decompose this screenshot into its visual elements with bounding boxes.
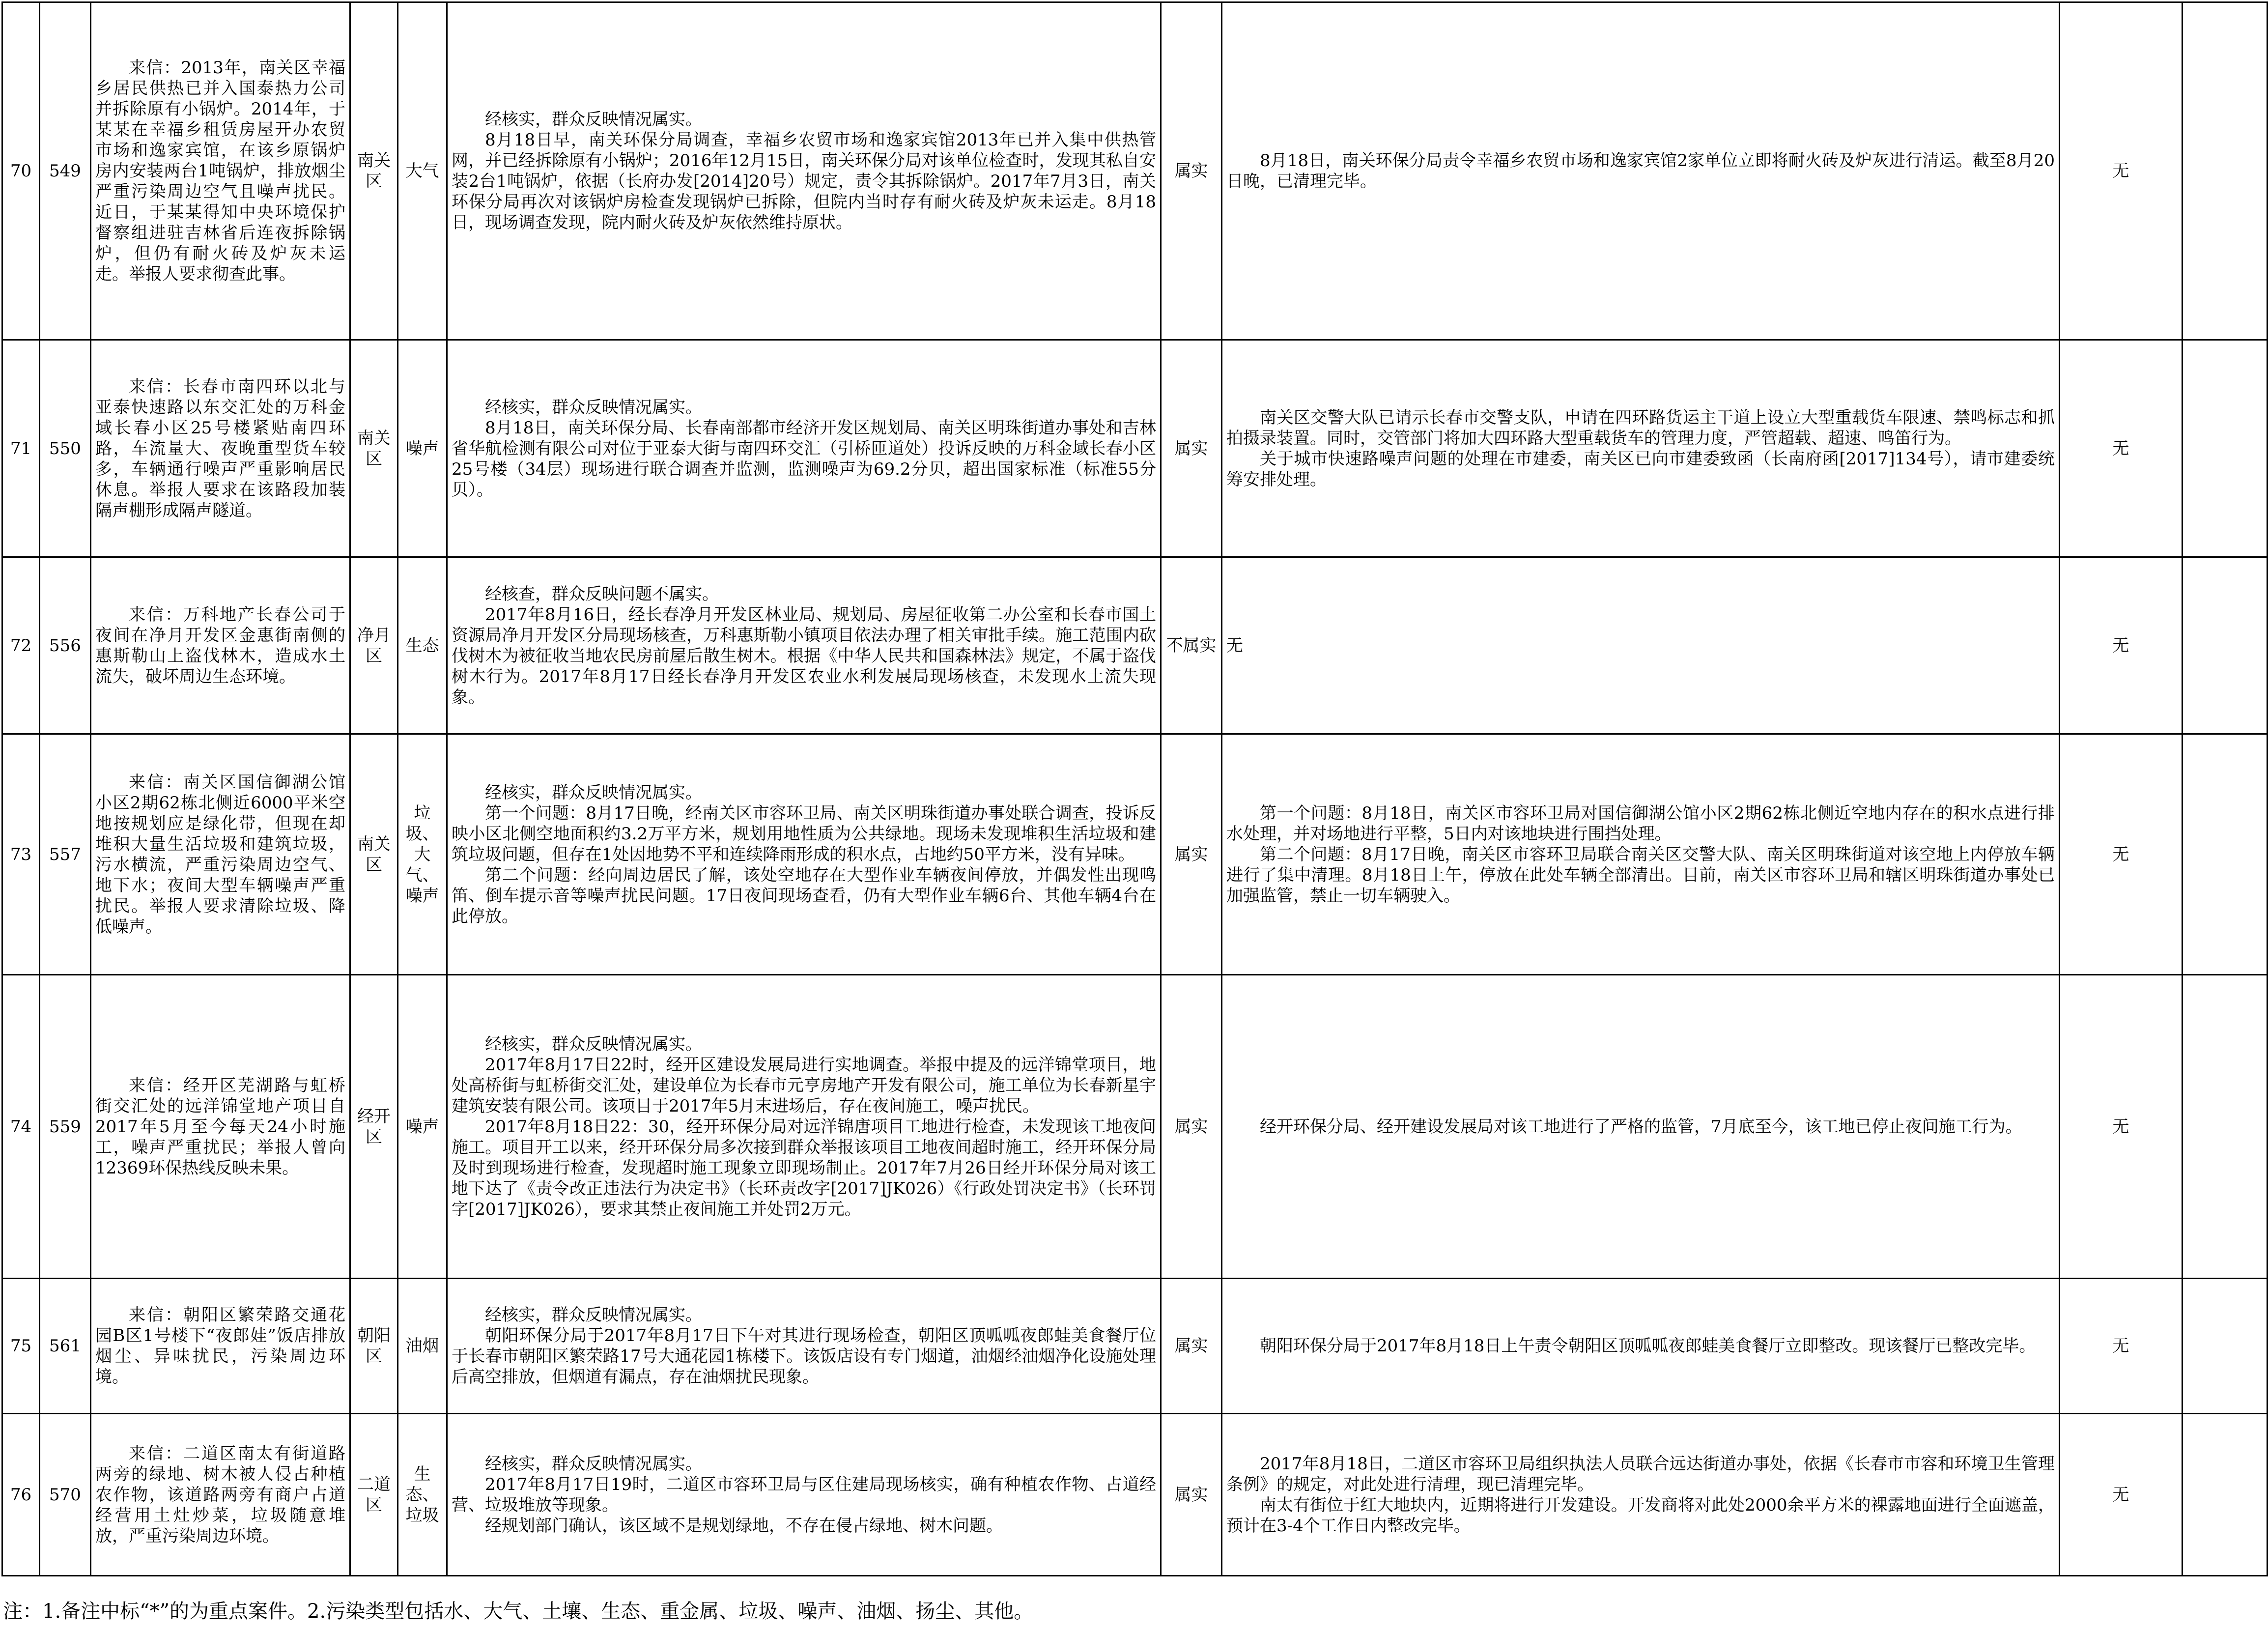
seq-cell: 71 xyxy=(2,340,40,557)
investigation-cell-paragraph: 8月18日早，南关环保分局调查，幸福乡农贸市场和逸家宾馆2013年已并入集中供热管网，并已经拆除原有小锅炉；2016年12月15日，南关环保分局对该单位检查时，发现其私自安装2台1吨锅炉，依据（长府办发[2014]20号）规定，责令其拆除锅炉。2017年7月3日，南关环保分局再次对该锅炉房检查发现锅炉已拆除，但院内当时存有耐火砖及炉灰未运走。8月18日，现场调查发现，院内耐火砖及炉灰依然维持原状。 xyxy=(452,130,1156,232)
case-no-cell: 549 xyxy=(40,2,91,340)
complaint-text: 来信：2013年，南关区幸福乡居民供热已并入国泰热力公司并拆除原有小锅炉。2014年，于某某在幸福乡租赁房屋开办农贸市场和逸家宾馆，在该乡原锅炉房内安装两台1吨锅炉，排放烟尘严重污染周边空气且噪声扰民。近日，于某某得知中央环境保护督察组进驻吉林省后连夜拆除锅炉，但仍有耐火砖及炉灰未运走。举报人要求彻查此事。 xyxy=(95,58,345,284)
district-cell: 净月区 xyxy=(350,557,398,734)
seq-cell: 74 xyxy=(2,975,40,1279)
handling-cell-paragraph: 第一个问题：8月18日，南关区市容环卫局对国信御湖公馆小区2期62栋北侧近空地内存在的积水点进行排水处理，并对场地进行平整，5日内对该地块进行围挡处理。 xyxy=(1226,803,2055,844)
investigation-cell-paragraph: 2017年8月17日19时，二道区市容环卫局与区住建局现场核实，确有种植农作物、占道经营、垃圾堆放等现象。 xyxy=(452,1474,1156,1515)
verdict-cell: 不属实 xyxy=(1161,557,1222,734)
handling-cell-paragraph: 朝阳环保分局于2017年8月18日上午责令朝阳区顶呱呱夜郎蛙美食餐厅立即整改。现该餐厅已整改完毕。 xyxy=(1260,1336,2036,1356)
handling-cell xyxy=(1222,1279,2060,1414)
accountability-cell: 无 xyxy=(2060,557,2183,734)
investigation-cell-paragraph: 第一个问题：8月17日晚，经南关区市容环卫局、南关区明珠街道办事处联合调查，投诉反映小区北侧空地面积约3.2万平方米，规划用地性质为公共绿地。现场未发现堆积生活垃圾和建筑垃圾问题，但存在1处因地势不平和连续降雨形成的积水点，占地约50平方米，没有异味。 xyxy=(452,803,1156,864)
district-cell: 南关区 xyxy=(350,734,398,975)
investigation-cell xyxy=(447,340,1161,557)
investigation-cell-paragraph: 经核实，群众反映情况属实。 xyxy=(485,110,702,129)
complaint-cell xyxy=(91,1414,350,1576)
accountability-cell: 无 xyxy=(2060,1279,2183,1414)
pollution-type-cell: 垃圾、大气、噪声 xyxy=(398,734,447,975)
investigation-cell-paragraph: 经核实，群众反映情况属实。 xyxy=(485,1454,702,1474)
investigation-cell xyxy=(447,2,1161,340)
complaint-text: 来信：万科地产长春公司于夜间在净月开发区金惠街南侧的惠斯勒山上盗伐林木，造成水土流失，破坏周边生态环境。 xyxy=(95,604,345,687)
case-no-cell: 557 xyxy=(40,734,91,975)
case-no-cell: 561 xyxy=(40,1279,91,1414)
complaint-cell xyxy=(91,1279,350,1414)
table-row xyxy=(2,557,2268,734)
pollution-type-cell: 生态、垃圾 xyxy=(398,1414,447,1576)
handling-cell xyxy=(1222,557,2060,734)
table-row xyxy=(2,734,2268,975)
table-row xyxy=(2,975,2268,1279)
district-cell: 经开区 xyxy=(350,975,398,1279)
handling-cell xyxy=(1222,1414,2060,1576)
verdict-cell: 属实 xyxy=(1161,1414,1222,1576)
seq-cell: 75 xyxy=(2,1279,40,1414)
handling-cell xyxy=(1222,734,2060,975)
complaint-cell xyxy=(91,734,350,975)
remark-cell xyxy=(2183,340,2268,557)
investigation-cell-paragraph: 第二个问题：经向周边居民了解，该处空地存在大型作业车辆夜间停放，并偶发性出现鸣笛、倒车提示音等噪声扰民问题。17日夜间现场查看，仍有大型作业车辆6台、其他车辆4台在此停放。 xyxy=(452,865,1156,926)
investigation-cell-paragraph: 经规划部门确认，该区域不是规划绿地，不存在侵占绿地、树木问题。 xyxy=(485,1516,1003,1536)
investigation-cell-paragraph: 经核实，群众反映情况属实。 xyxy=(485,1305,702,1325)
accountability-cell: 无 xyxy=(2060,2,2183,340)
district-cell: 南关区 xyxy=(350,2,398,340)
case-table xyxy=(1,1,2268,1576)
table-row xyxy=(2,340,2268,557)
remark-cell xyxy=(2183,1414,2268,1576)
remark-cell xyxy=(2183,1279,2268,1414)
complaint-text: 来信：二道区南太有街道路两旁的绿地、树木被人侵占种植农作物，该道路两旁有商户占道经营用土灶炒菜，垃圾随意堆放，严重污染周边环境。 xyxy=(95,1443,345,1546)
handling-cell xyxy=(1222,2,2060,340)
investigation-cell xyxy=(447,975,1161,1279)
investigation-cell-paragraph: 2017年8月17日22时，经开区建设发展局进行实地调查。举报中提及的远洋锦堂项目，地处高桥街与虹桥街交汇处，建设单位为长春市元亨房地产开发有限公司，施工单位为长春新星宇建筑安装有限公司。该项目于2017年5月末进场后，存在夜间施工，噪声扰民。 xyxy=(452,1055,1156,1116)
remark-cell xyxy=(2183,975,2268,1279)
verdict-cell: 属实 xyxy=(1161,734,1222,975)
handling-cell-paragraph: 无 xyxy=(1226,635,1243,656)
pollution-type-cell: 油烟 xyxy=(398,1279,447,1414)
investigation-cell xyxy=(447,1279,1161,1414)
complaint-text: 来信：长春市南四环以北与亚泰快速路以东交汇处的万科金域长春小区25号楼紧贴南四环路，车流量大、夜晚重型货车较多，车辆通行噪声严重影响居民休息。举报人要求在该路段加装隔声棚形成隔声隧道。 xyxy=(95,376,345,520)
district-cell: 南关区 xyxy=(350,340,398,557)
investigation-cell-paragraph: 朝阳环保分局于2017年8月17日下午对其进行现场检查，朝阳区顶呱呱夜郎蛙美食餐厅位于长春市朝阳区繁荣路17号大通花园1栋楼下。该饭店设有专门烟道，油烟经油烟净化设施处理后高空排放，但烟道有漏点，存在油烟扰民现象。 xyxy=(452,1326,1156,1387)
verdict-cell: 属实 xyxy=(1161,340,1222,557)
seq-cell: 72 xyxy=(2,557,40,734)
case-no-cell: 556 xyxy=(40,557,91,734)
investigation-cell-paragraph: 2017年8月16日，经长春净月开发区林业局、规划局、房屋征收第二办公室和长春市国土资源局净月开发区分局现场核查，万科惠斯勒小镇项目依法办理了相关审批手续。施工范围内砍伐树木为被征收当地农民房前屋后散生树木。根据《中华人民共和国森林法》规定，不属于盗伐树木行为。2017年8月17日经长春净月开发区农业水利发展局现场核查，未发现水土流失现象。 xyxy=(452,604,1156,707)
handling-cell-paragraph: 第二个问题：8月17日晚，南关区市容环卫局联合南关区交警大队、南关区明珠街道对该空地上内停放车辆进行了集中清理。8月18日上午，停放在此处车辆全部清出。目前，南关区市容环卫局和辖区明珠街道办事处已加强监管，禁止一切车辆驶入。 xyxy=(1226,844,2055,906)
seq-cell: 76 xyxy=(2,1414,40,1576)
district-cell: 朝阳区 xyxy=(350,1279,398,1414)
handling-cell-paragraph: 南太有街位于红大地块内，近期将进行开发建设。开发商将对此处2000余平方米的裸露地面进行全面遮盖，预计在3-4个工作日内整改完毕。 xyxy=(1226,1495,2055,1536)
accountability-cell: 无 xyxy=(2060,1414,2183,1576)
complaint-text: 来信：朝阳区繁荣路交通花园B区1号楼下“夜郎娃”饭店排放烟尘、异味扰民，污染周边环境。 xyxy=(95,1305,345,1387)
handling-cell-paragraph: 8月18日，南关环保分局责令幸福乡农贸市场和逸家宾馆2家单位立即将耐火砖及炉灰进行清运。截至8月20日晚，已清理完毕。 xyxy=(1226,151,2055,191)
verdict-cell: 属实 xyxy=(1161,1279,1222,1414)
table-row xyxy=(2,1279,2268,1414)
handling-cell xyxy=(1222,340,2060,557)
investigation-cell-paragraph: 经核实，群众反映情况属实。 xyxy=(485,1034,702,1054)
accountability-cell: 无 xyxy=(2060,975,2183,1279)
seq-cell: 70 xyxy=(2,2,40,340)
investigation-cell xyxy=(447,557,1161,734)
handling-cell-paragraph: 经开环保分局、经开建设发展局对该工地进行了严格的监管，7月底至今，该工地已停止夜间施工行为。 xyxy=(1260,1116,2022,1137)
case-no-cell: 550 xyxy=(40,340,91,557)
investigation-cell xyxy=(447,1414,1161,1576)
table-body xyxy=(2,2,2268,1576)
investigation-cell-paragraph: 经核实，群众反映情况属实。 xyxy=(485,782,702,802)
remark-cell xyxy=(2183,557,2268,734)
accountability-cell: 无 xyxy=(2060,340,2183,557)
verdict-cell: 属实 xyxy=(1161,975,1222,1279)
accountability-cell: 无 xyxy=(2060,734,2183,975)
complaint-text: 来信：经开区芜湖路与虹桥街交汇处的远洋锦堂地产项目自2017年5月至今每天24小时施工，噪声严重扰民；举报人曾向12369环保热线反映未果。 xyxy=(95,1075,345,1178)
pollution-type-cell: 噪声 xyxy=(398,340,447,557)
remark-cell xyxy=(2183,2,2268,340)
seq-cell: 73 xyxy=(2,734,40,975)
handling-cell-paragraph: 2017年8月18日，二道区市容环卫局组织执法人员联合远达街道办事处，依据《长春市市容和环境卫生管理条例》的规定，对此处进行清理，现已清理完毕。 xyxy=(1226,1454,2055,1494)
complaint-cell xyxy=(91,340,350,557)
footnote: 注：1.备注中标“*”的为重点案件。2.污染类型包括水、大气、土壤、生态、重金属、垃圾、噪声、油烟、扬尘、其他。 xyxy=(3,1600,1034,1623)
pollution-type-cell: 大气 xyxy=(398,2,447,340)
investigation-cell xyxy=(447,734,1161,975)
verdict-cell: 属实 xyxy=(1161,2,1222,340)
investigation-cell-paragraph: 8月18日，南关环保分局、长春南部都市经济开发区规划局、南关区明珠街道办事处和吉林省华航检测有限公司对位于亚泰大街与南四环交汇（引桥匝道处）投诉反映的万科金域长春小区25号楼（34层）现场进行联合调查并监测，监测噪声为69.2分贝，超出国家标准（标准55分贝）。 xyxy=(452,418,1156,500)
table-row xyxy=(2,2,2268,340)
pollution-type-cell: 噪声 xyxy=(398,975,447,1279)
handling-cell xyxy=(1222,975,2060,1279)
handling-cell-paragraph: 南关区交警大队已请示长春市交警支队，申请在四环路货运主干道上设立大型重载货车限速、禁鸣标志和抓拍摄录装置。同时，交管部门将加大四环路大型重载货车的管理力度，严管超载、超速、鸣笛行为。 xyxy=(1226,407,2055,448)
investigation-cell-paragraph: 经核实，群众反映情况属实。 xyxy=(485,397,702,417)
complaint-cell xyxy=(91,975,350,1279)
investigation-cell-paragraph: 经核查，群众反映问题不属实。 xyxy=(485,584,719,604)
district-cell: 二道区 xyxy=(350,1414,398,1576)
investigation-cell-paragraph: 2017年8月18日22：30，经开环保分局对远洋锦唐项目工地进行检查，未发现该工地夜间施工。项目开工以来，经开环保分局多次接到群众举报该项目工地夜间超时施工，经开环保分局及时到现场进行检查，发现超时施工现象立即现场制止。2017年7月26日经开环保分局对该工地下达了《责令改正违法行为决定书》（长环责改字[2017]JK026）《行政处罚决定书》（长环罚字[2017]JK026），要求其禁止夜间施工并处罚2万元。 xyxy=(452,1116,1156,1219)
complaint-text: 来信：南关区国信御湖公馆小区2期62栋北侧近6000平米空地按规划应是绿化带，但现在却堆积大量生活垃圾和建筑垃圾，污水横流，严重污染周边空气、地下水；夜间大型车辆噪声严重扰民。举报人要求清除垃圾、降低噪声。 xyxy=(95,772,345,937)
complaint-cell xyxy=(91,557,350,734)
remark-cell xyxy=(2183,734,2268,975)
table-row xyxy=(2,1414,2268,1576)
complaint-cell xyxy=(91,2,350,340)
handling-cell-paragraph: 关于城市快速路噪声问题的处理在市建委，南关区已向市建委致函（长南府函[2017]134号），请市建委统筹安排处理。 xyxy=(1226,449,2055,489)
pollution-type-cell: 生态 xyxy=(398,557,447,734)
case-no-cell: 559 xyxy=(40,975,91,1279)
case-no-cell: 570 xyxy=(40,1414,91,1576)
